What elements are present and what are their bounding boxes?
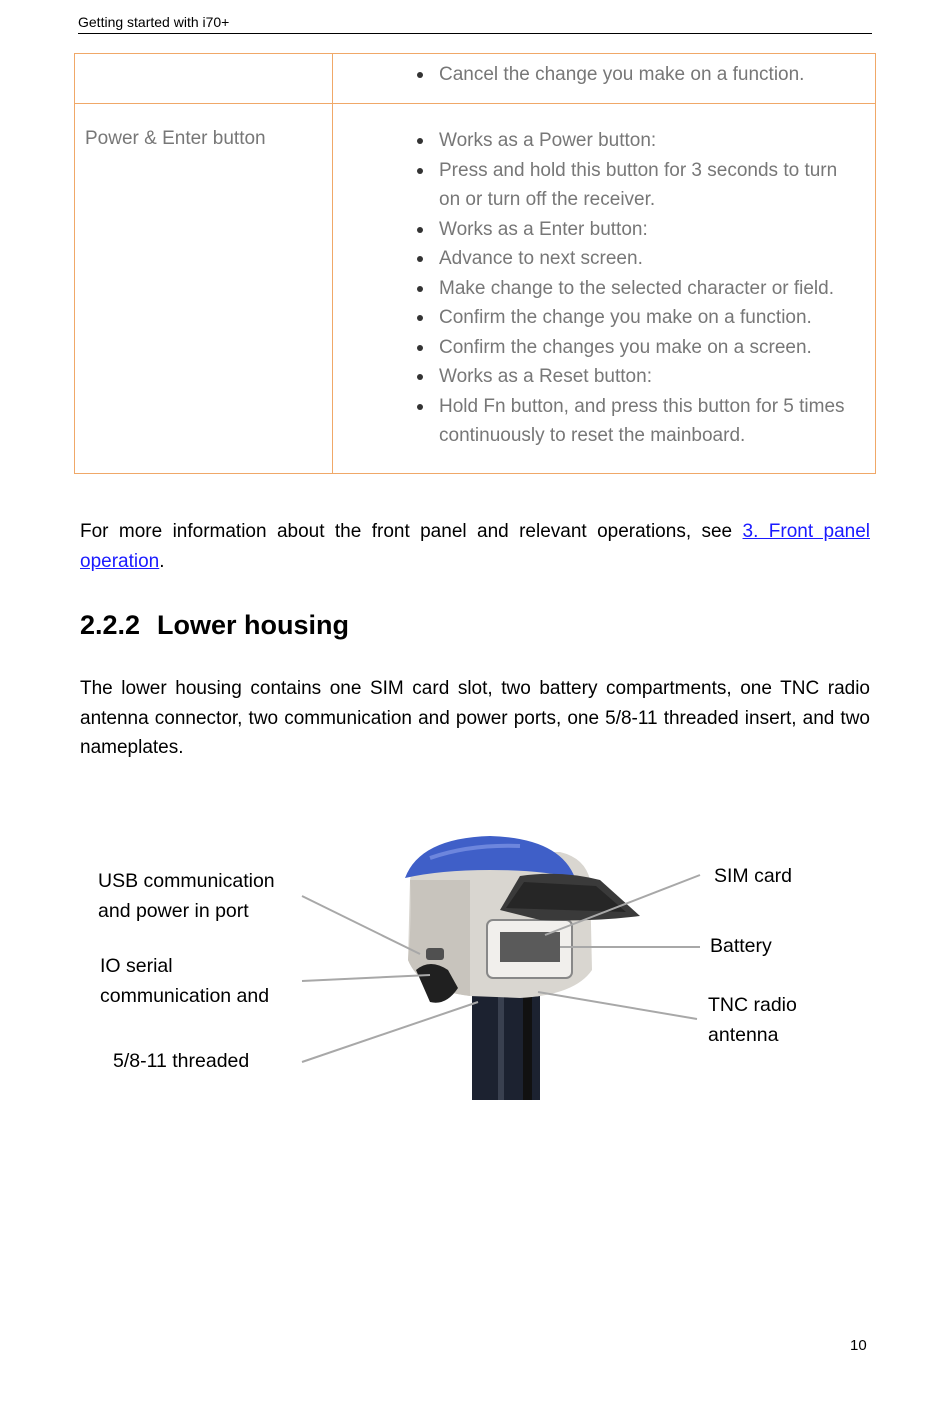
button-description-cell (333, 104, 876, 474)
bullet-list (333, 60, 875, 90)
usb-leader (302, 896, 420, 954)
body-paragraph: The lower housing contains one SIM card slot, two battery compartments, one TNC radio antenna connector, two communication and power ports, one 5/8-11 threaded insert, and two nameplates. (80, 678, 870, 758)
button-name-cell: Power & Enter button (75, 104, 333, 474)
usb-port-shape (426, 948, 444, 960)
running-header (78, 12, 872, 34)
page-number: 10 (850, 1337, 867, 1354)
thread-callout: 5/8-11 threaded (113, 1050, 250, 1072)
tnc-antenna-callout: TNC radio antenna (708, 994, 797, 1046)
list-item: Press and hold this button for 3 seconds to turn on or turn off the receiver. (439, 156, 859, 215)
usb-port-callout: USB communication and power in port (98, 870, 275, 922)
section-number: 2.2.2 (80, 610, 141, 640)
front-panel-link[interactable]: 3. Front panel operation (80, 521, 870, 572)
button-description-cell (333, 54, 876, 104)
table-row (75, 54, 876, 104)
list-item: Works as a Enter button: (439, 215, 859, 245)
info-text: For more information about the front panel and relevant operations, see (80, 521, 743, 542)
list-item: Cancel the change you make on a function. (439, 60, 859, 90)
list-item: Works as a Power button: (439, 126, 859, 156)
battery-callout: Battery (710, 935, 772, 957)
section-title: Lower housing (157, 610, 349, 640)
list-item: Confirm the changes you make on a screen. (439, 333, 859, 363)
bullet-list (333, 126, 875, 451)
lower-housing-figure (0, 820, 950, 1100)
section-heading (80, 607, 349, 643)
io-port-callout: IO serial communication and (100, 955, 270, 1007)
button-name-cell (75, 54, 333, 104)
tnc-leader (538, 992, 697, 1019)
list-item: Confirm the change you make on a function. (439, 303, 859, 333)
io-leader (302, 975, 430, 981)
table-row (75, 104, 876, 474)
list-item: Advance to next screen. (439, 244, 859, 274)
list-item: Hold Fn button, and press this button for 5 times continuously to reset the mainboard. (439, 392, 859, 451)
info-end: . (159, 550, 165, 572)
list-item: Works as a Reset button: (439, 362, 859, 392)
thread-leader (302, 1002, 478, 1062)
list-item: Make change to the selected character or field. (439, 274, 859, 304)
header-title: Getting started with i70+ (78, 14, 230, 30)
sim-card-callout: SIM card (714, 865, 793, 887)
button-description-table (74, 53, 876, 474)
info-paragraph (80, 517, 870, 576)
